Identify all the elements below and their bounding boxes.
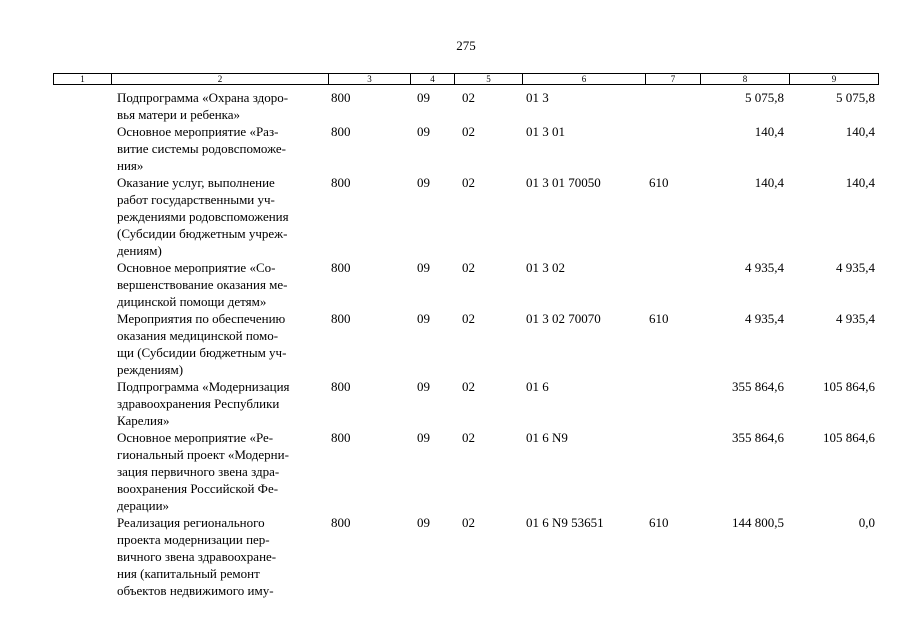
row-name-line: Подпрограмма «Модернизация (117, 379, 290, 394)
row-name-line: Мероприятия по обеспечению (117, 311, 286, 326)
row-name-line: дениям) (117, 243, 162, 258)
table-row (0, 123, 905, 174)
row-name (117, 123, 327, 174)
cell-col-9: 140,4 (845, 124, 875, 139)
row-name-line: оказания медицинской помо- (117, 328, 279, 343)
cell-col-5: 02 (462, 379, 475, 394)
row-name-line: проекта модернизации пер- (117, 532, 270, 547)
row-name-line: Реализация регионального (117, 515, 265, 530)
cell-col-9: 4 935,4 (836, 311, 875, 326)
header-col-4: 4 (410, 74, 454, 84)
row-name-line: дицинской помощи детям» (117, 294, 267, 309)
row-name-line: (Субсидии бюджетным учреж- (117, 226, 288, 241)
row-name-line: Подпрограмма «Охрана здоро- (117, 90, 289, 105)
cell-col-9: 105 864,6 (823, 379, 875, 394)
row-name (117, 259, 327, 310)
table-row (0, 259, 905, 310)
cell-col-6: 01 3 01 (526, 124, 565, 139)
cell-col-3: 800 (331, 311, 351, 326)
cell-col-4: 09 (417, 90, 430, 105)
cell-col-5: 02 (462, 260, 475, 275)
cell-col-6: 01 6 N9 53651 (526, 515, 604, 530)
header-col-5: 5 (454, 74, 522, 84)
row-name-line: Основное мероприятие «Со- (117, 260, 276, 275)
row-name (117, 429, 327, 514)
row-name-line: Карелия» (117, 413, 170, 428)
header-col-2: 2 (111, 74, 328, 84)
cell-col-4: 09 (417, 311, 430, 326)
row-name-line: щи (Субсидии бюджетным уч- (117, 345, 287, 360)
cell-col-3: 800 (331, 124, 351, 139)
cell-col-9: 4 935,4 (836, 260, 875, 275)
cell-col-4: 09 (417, 175, 430, 190)
cell-col-3: 800 (331, 175, 351, 190)
row-name-line: Оказание услуг, выполнение (117, 175, 275, 190)
row-name (117, 89, 327, 123)
cell-col-8: 144 800,5 (732, 515, 784, 530)
cell-col-3: 800 (331, 379, 351, 394)
cell-col-7: 610 (649, 515, 669, 530)
cell-col-5: 02 (462, 175, 475, 190)
row-name-line: гиональный проект «Модерни- (117, 447, 289, 462)
cell-col-6: 01 3 02 (526, 260, 565, 275)
cell-col-6: 01 3 01 70050 (526, 175, 601, 190)
cell-col-9: 5 075,8 (836, 90, 875, 105)
header-col-7: 7 (645, 74, 700, 84)
row-name-line: реждениями родовспоможения (117, 209, 289, 224)
row-name-line: реждениям) (117, 362, 184, 377)
cell-col-5: 02 (462, 430, 475, 445)
row-name-line: Основное мероприятие «Раз- (117, 124, 279, 139)
row-name-line: витие системы родовспоможе- (117, 141, 287, 156)
row-name-line: вершенствование оказания ме- (117, 277, 288, 292)
header-col-6: 6 (522, 74, 645, 84)
header-col-1: 1 (80, 74, 85, 84)
table-row (0, 378, 905, 429)
cell-col-3: 800 (331, 90, 351, 105)
row-name-line: объектов недвижимого иму- (117, 583, 274, 598)
header-col-9: 9 (789, 74, 878, 84)
row-name-line: воохранения Российской Фе- (117, 481, 279, 496)
row-name-line: зация первичного звена здра- (117, 464, 280, 479)
row-name-line: дерации» (117, 498, 170, 513)
row-name-line: работ государственными уч- (117, 192, 275, 207)
cell-col-8: 4 935,4 (745, 311, 784, 326)
cell-col-7: 610 (649, 175, 669, 190)
table-row (0, 310, 905, 378)
cell-col-6: 01 3 02 70070 (526, 311, 601, 326)
cell-col-4: 09 (417, 430, 430, 445)
cell-col-3: 800 (331, 430, 351, 445)
cell-col-9: 0,0 (858, 515, 875, 530)
cell-col-6: 01 6 (526, 379, 549, 394)
cell-col-3: 800 (331, 260, 351, 275)
cell-col-8: 140,4 (754, 175, 784, 190)
header-col-8: 8 (700, 74, 789, 84)
table-row (0, 514, 905, 599)
cell-col-6: 01 6 N9 (526, 430, 568, 445)
cell-col-5: 02 (462, 311, 475, 326)
row-name (117, 310, 327, 378)
row-name (117, 378, 327, 429)
row-name (117, 514, 327, 599)
cell-col-6: 01 3 (526, 90, 549, 105)
cell-col-4: 09 (417, 515, 430, 530)
table-body (0, 89, 905, 599)
cell-col-5: 02 (462, 515, 475, 530)
cell-col-5: 02 (462, 90, 475, 105)
row-name-line: вья матери и ребенка» (117, 107, 241, 122)
table-row (0, 174, 905, 259)
cell-col-8: 140,4 (754, 124, 784, 139)
table-row (0, 429, 905, 514)
cell-col-4: 09 (417, 379, 430, 394)
cell-col-4: 09 (417, 124, 430, 139)
row-name (117, 174, 327, 259)
row-name-line: ния (капитальный ремонт (117, 566, 260, 581)
table-row (0, 89, 905, 123)
page-number: 275 (456, 38, 476, 53)
row-name-line: ния» (117, 158, 144, 173)
header-col-3: 3 (328, 74, 410, 84)
cell-col-8: 4 935,4 (745, 260, 784, 275)
cell-col-7: 610 (649, 311, 669, 326)
cell-col-9: 105 864,6 (823, 430, 875, 445)
cell-col-5: 02 (462, 124, 475, 139)
cell-col-3: 800 (331, 515, 351, 530)
cell-col-8: 355 864,6 (732, 379, 784, 394)
row-name-line: вичного звена здравоохране- (117, 549, 277, 564)
row-name-line: здравоохранения Республики (117, 396, 280, 411)
table-header-row (53, 73, 879, 85)
row-name-line: Основное мероприятие «Ре- (117, 430, 274, 445)
cell-col-4: 09 (417, 260, 430, 275)
cell-col-9: 140,4 (845, 175, 875, 190)
cell-col-8: 355 864,6 (732, 430, 784, 445)
cell-col-8: 5 075,8 (745, 90, 784, 105)
